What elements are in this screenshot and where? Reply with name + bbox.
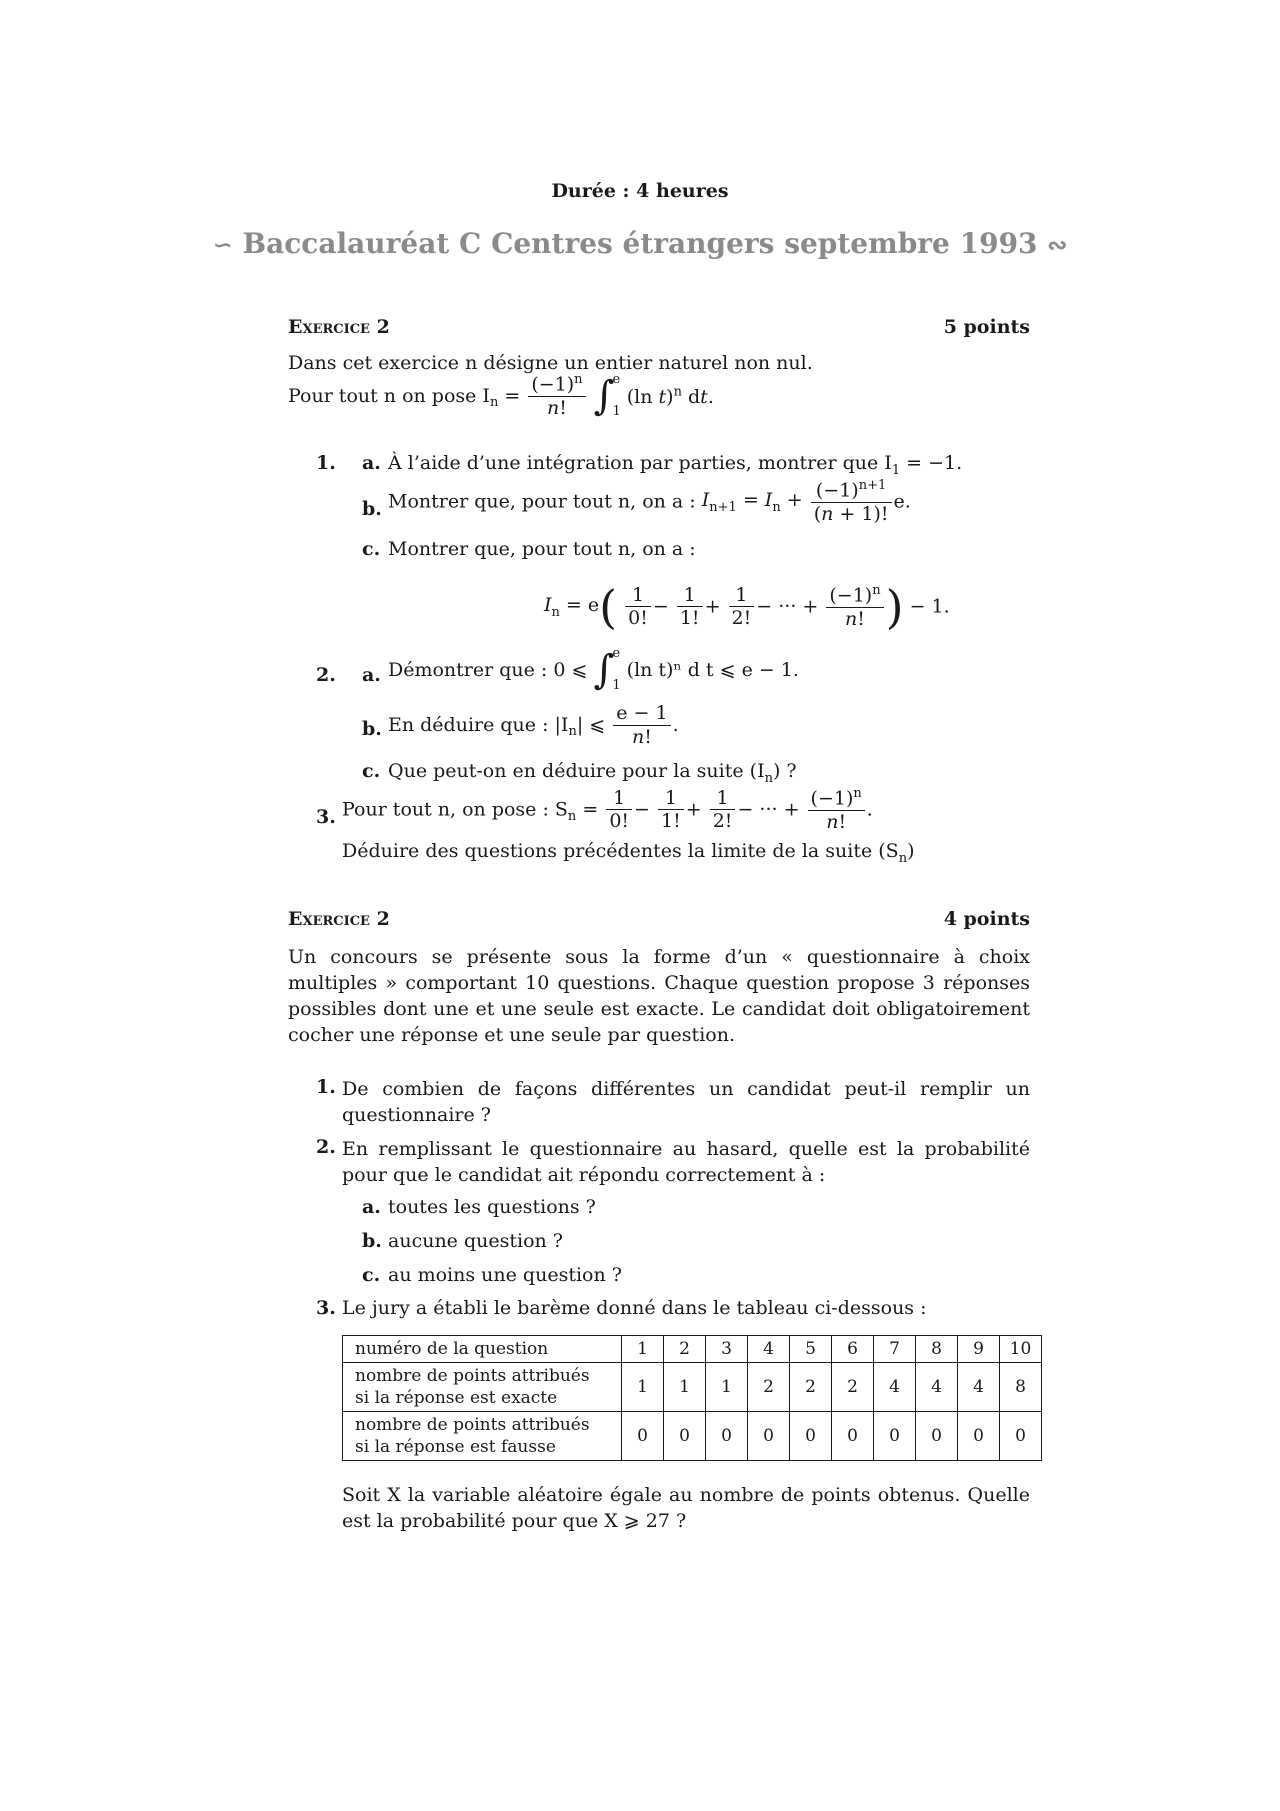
table-cell: 0 <box>748 1412 790 1461</box>
ex1-q2a-text: Démontrer que : 0 ⩽ <box>388 658 588 681</box>
table-row <box>343 1363 1042 1412</box>
row-header-question: numéro de la question <box>343 1336 622 1363</box>
duration: Durée : 4 heures <box>551 180 729 202</box>
ex2-q2-number: 2. <box>316 1136 336 1158</box>
table-cell: 4 <box>958 1363 1000 1412</box>
ex1-q2a-label: a. <box>362 664 381 686</box>
exercise1-points: 5 points <box>943 316 1030 338</box>
exercise2-points: 4 points <box>943 908 1030 930</box>
ex1-q1a-end: = −1. <box>900 452 963 474</box>
table-cell: 1 <box>706 1363 748 1412</box>
table-cell: 0 <box>790 1412 832 1461</box>
table-cell: 3 <box>706 1336 748 1363</box>
ex1-q2a: Démontrer que : 0 ⩽ ∫ e 1 (ln t)ⁿ d t ⩽ e − 1. <box>388 646 799 694</box>
table-cell: 9 <box>958 1336 1000 1363</box>
table-cell: 6 <box>832 1336 874 1363</box>
ex1-q2b-label: b. <box>362 718 382 740</box>
ex2-q3-text: Le jury a établi le barème donné dans le tableau ci-dessous : <box>342 1297 927 1319</box>
table-row <box>343 1412 1042 1461</box>
table-cell: 0 <box>874 1412 916 1461</box>
table-cell: 4 <box>874 1363 916 1412</box>
ex2-conclusion: Soit X la variable aléatoire égale au nombre de points obtenus. Quelle est la probabilité pour que X ⩾ 27 ? <box>342 1484 1030 1532</box>
table-cell: 0 <box>1000 1412 1042 1461</box>
ex1-q3-number: 3. <box>316 806 336 828</box>
ex1-q1a-text: À l’aide d’une intégration par parties, montrer que I <box>388 452 892 474</box>
table-cell: 1 <box>664 1363 706 1412</box>
ex1-q2-number: 2. <box>316 664 336 686</box>
ex1-q2c-label: c. <box>362 760 381 782</box>
ex2-q3-number: 3. <box>316 1297 336 1319</box>
table-cell: 2 <box>790 1363 832 1412</box>
exercise1-heading: Exercice 2 <box>288 316 390 338</box>
exercise2-intro: Un concours se présente sous la forme d’un « questionnaire à choix multiples » comportant 10 questions. Chaque question propose 3 réponses possibles dont une et une seule est exacte. Le candidat doit obligatoirement cocher une réponse et une seule par question. <box>288 946 1030 1046</box>
row-header-exact: nombre de points attribués si la réponse est exacte <box>343 1363 622 1412</box>
table-cell: 0 <box>958 1412 1000 1461</box>
table-cell: 0 <box>664 1412 706 1461</box>
ex1-q1a-label: a. <box>362 452 381 474</box>
ex1-q1-number: 1. <box>316 452 336 474</box>
table-cell: 0 <box>916 1412 958 1461</box>
ex1-q3-text: Pour tout n, on pose : S <box>342 798 568 821</box>
document-title <box>0 227 1280 260</box>
ex2-q2c-text: au moins une question ? <box>388 1264 622 1286</box>
table-cell: 10 <box>1000 1336 1042 1363</box>
table-cell: 1 <box>622 1336 664 1363</box>
ex1-q3-line2: Déduire des questions précédentes la limite de la suite $(S_n)$ <box>342 840 915 866</box>
table-cell: 8 <box>916 1336 958 1363</box>
title-text: Baccalauréat C Centres étrangers septembre 1993 <box>242 227 1038 260</box>
ornament-left-icon: ∽ <box>212 230 233 259</box>
ex1-q3-line2-text: Déduire des questions précédentes la limite de la suite (S <box>342 840 899 862</box>
table-cell: 2 <box>832 1363 874 1412</box>
ex2-q1-number: 1. <box>316 1076 336 1098</box>
ex1-q2b-text: En déduire que : |I <box>388 713 569 736</box>
ex1-q1b-text: Montrer que, pour tout n, on a : <box>388 490 696 513</box>
ex2-q2b-label: b. <box>362 1230 382 1252</box>
ex1-q1c-text: Montrer que, pour tout n, on a : <box>388 538 696 560</box>
ex1-q1b: Montrer que, pour tout n, on a : $I_{n+1} = I_n$ + $\frac{(-1)^{n+1}}{(n + 1)!}$ e. <box>388 478 911 526</box>
ex1-q1b-label: b. <box>362 498 382 520</box>
ex1-q1a: À l’aide d’une intégration par parties, montrer que $I_1 = -1$. <box>388 452 963 478</box>
table-cell: 8 <box>1000 1363 1042 1412</box>
ex2-q2c-label: c. <box>362 1264 381 1286</box>
ex2-q2a-label: a. <box>362 1196 381 1218</box>
exercise1-intro1: Dans cet exercice n désigne un entier naturel non nul. <box>288 352 813 374</box>
ex1-q3: Pour tout n, on pose : $S_n$ = $\frac{1}{0!}$ − $\frac{1}{1!}$ + $\frac{1}{2!}$ − ··· + $\frac{(-1)^n}{n!}$ . <box>342 786 873 834</box>
ex2-q2a-text: toutes les questions ? <box>388 1196 596 1218</box>
ex1-q2b: En déduire que : $|I_n|$ ⩽ $\frac{e - 1}{n!}$ . <box>388 702 679 748</box>
ex1-q1c-label: c. <box>362 538 381 560</box>
ex1-q2c-text: Que peut-on en déduire pour la suite (I <box>388 760 765 782</box>
table-cell: 0 <box>832 1412 874 1461</box>
table-cell: 2 <box>664 1336 706 1363</box>
definition-prefix: Pour tout n on pose I <box>288 384 490 407</box>
ornament-right-icon: ∾ <box>1047 230 1068 259</box>
exercise1-definition: Pour tout n on pose $I_n$ = $\frac{(-1)^n}{n!}$ ∫ e 1 (ln t)$^n$ dt. <box>288 372 714 420</box>
table-cell: 1 <box>622 1363 664 1412</box>
exercise2-heading: Exercice 2 <box>288 908 390 930</box>
ex2-q1-text: De combien de façons différentes un candidat peut-il remplir un questionnaire ? <box>342 1078 1030 1126</box>
table-cell: 7 <box>874 1336 916 1363</box>
ex2-q2-text: En remplissant le questionnaire au hasard, quelle est la probabilité pour que le candidat ait répondu correctement à : <box>342 1138 1030 1186</box>
ex1-q2c: Que peut-on en déduire pour la suite $(I_n)$ ? <box>388 760 797 786</box>
table-row <box>343 1336 1042 1363</box>
table-cell: 4 <box>748 1336 790 1363</box>
bareme-table <box>342 1335 1042 1461</box>
table-cell: 5 <box>790 1336 832 1363</box>
ex1-q1c-formula: $I_n = e$( $\frac{1}{0!}$ − $\frac{1}{1!}$ + $\frac{1}{2!}$ − ··· + $\frac{(-1)^n}{n!}$ ) − 1. <box>544 579 950 634</box>
table-cell: 2 <box>748 1363 790 1412</box>
table-cell: 0 <box>622 1412 664 1461</box>
table-cell: 0 <box>706 1412 748 1461</box>
table-cell: 4 <box>916 1363 958 1412</box>
ex1-q2a-end: (ln t)ⁿ d t ⩽ e − 1. <box>626 658 799 681</box>
row-header-false: nombre de points attribués si la réponse est fausse <box>343 1412 622 1461</box>
ex2-q2b-text: aucune question ? <box>388 1230 563 1252</box>
